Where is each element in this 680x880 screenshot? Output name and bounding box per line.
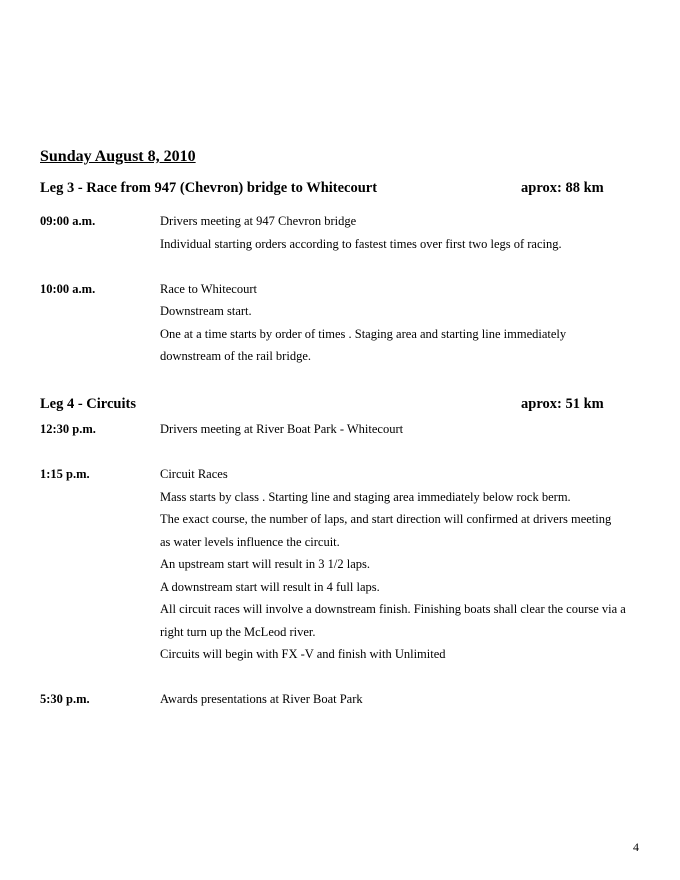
schedule-line: Race to Whitecourt <box>160 282 257 296</box>
schedule-line: Downstream start. <box>160 304 252 318</box>
leg4-distance: aprox: 51 km <box>521 396 604 412</box>
schedule-line: Circuits will begin with FX -V and finish with Unlimited <box>160 647 446 661</box>
schedule-line: The exact course, the number of laps, and start direction will confirmed at drivers meeting <box>160 512 612 526</box>
schedule-line: A downstream start will result in 4 full laps. <box>160 580 380 594</box>
schedule-time: 09:00 a.m. <box>40 214 96 228</box>
leg3-distance: aprox: 88 km <box>521 180 604 196</box>
page-number: 4 <box>633 840 639 854</box>
leg3-title: Leg 3 - Race from 947 (Chevron) bridge to Whitecourt <box>40 180 378 196</box>
schedule-line: as water levels influence the circuit. <box>160 535 340 549</box>
day-heading: Sunday August 8, 2010 <box>40 148 196 165</box>
schedule-line: Drivers meeting at 947 Chevron bridge <box>160 214 357 228</box>
schedule-time: 10:00 a.m. <box>40 282 96 296</box>
schedule-line: Circuit Races <box>160 467 228 481</box>
schedule-line: Drivers meeting at River Boat Park - Whitecourt <box>160 422 404 436</box>
schedule-line: An upstream start will result in 3 1/2 laps. <box>160 557 371 571</box>
schedule-line: right turn up the McLeod river. <box>160 625 316 639</box>
schedule-line: Awards presentations at River Boat Park <box>160 692 363 706</box>
leg4-title: Leg 4 - Circuits <box>40 396 136 412</box>
schedule-line: One at a time starts by order of times . Staging area and starting line immediately <box>160 327 567 341</box>
schedule-line: downstream of the rail bridge. <box>160 349 311 363</box>
schedule-time: 12:30 p.m. <box>40 422 96 436</box>
schedule-time: 1:15 p.m. <box>40 467 90 481</box>
schedule-line: Mass starts by class . Starting line and staging area immediately below rock berm. <box>160 490 571 504</box>
schedule-line: Individual starting orders according to fastest times over first two legs of racing. <box>160 237 562 251</box>
schedule-time: 5:30 p.m. <box>40 692 90 706</box>
schedule-line: All circuit races will involve a downstream finish. Finishing boats shall clear the course via a <box>160 602 626 616</box>
